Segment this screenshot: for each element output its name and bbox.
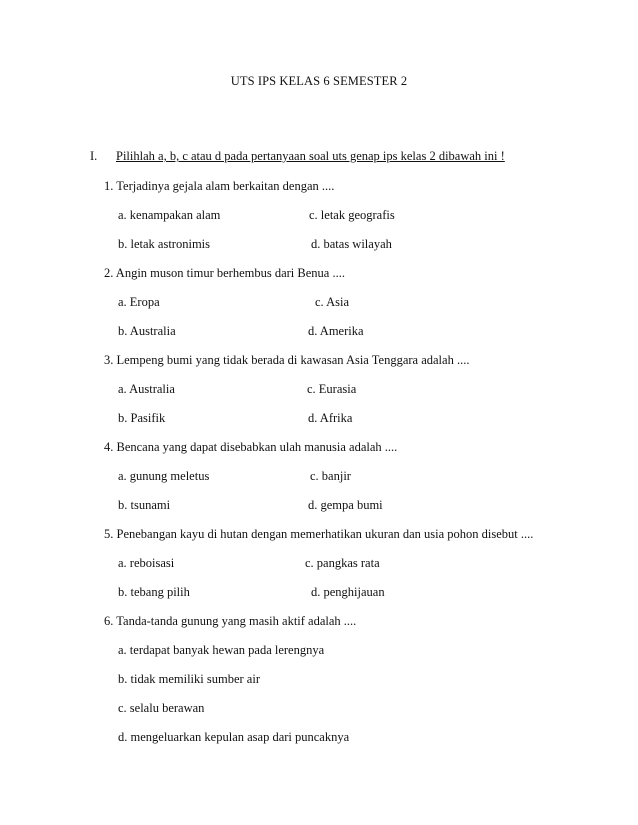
option-5d: d. penghijauan (311, 585, 385, 599)
option-2c: c. Asia (315, 295, 350, 309)
option-6a: a. terdapat banyak hewan pada lerengnya (118, 643, 325, 657)
question-2: 2. Angin muson timur berhembus dari Benua .... (104, 266, 345, 280)
option-5b: b. tebang pilih (118, 585, 190, 599)
question-6: 6. Tanda-tanda gunung yang masih aktif adalah .... (104, 614, 357, 628)
question-5: 5. Penebangan kayu di hutan dengan memerhatikan ukuran dan usia pohon disebut .... (104, 527, 534, 541)
section-number: I. (90, 149, 98, 163)
option-3c: c. Eurasia (307, 382, 357, 396)
option-5c: c. pangkas rata (305, 556, 380, 570)
option-6c: c. selalu berawan (118, 701, 205, 715)
option-3d: d. Afrika (308, 411, 353, 425)
section-heading (90, 149, 505, 164)
option-2a: a. Eropa (118, 295, 160, 309)
option-4a: a. gunung meletus (118, 469, 210, 483)
option-3b: b. Pasifik (118, 411, 166, 425)
option-1a: a. kenampakan alam (118, 208, 221, 222)
option-4c: c. banjir (310, 469, 351, 483)
option-6d: d. mengeluarkan kepulan asap dari puncaknya (118, 730, 350, 744)
option-6b: b. tidak memiliki sumber air (118, 672, 260, 686)
option-2d: d. Amerika (308, 324, 364, 338)
page-title: UTS IPS KELAS 6 SEMESTER 2 (230, 74, 408, 88)
option-1d: d. batas wilayah (311, 237, 392, 251)
option-4b: b. tsunami (118, 498, 171, 512)
option-3a: a. Australia (118, 382, 175, 396)
question-4: 4. Bencana yang dapat disebabkan ulah manusia adalah .... (104, 440, 398, 454)
option-4d: d. gempa bumi (308, 498, 383, 512)
option-2b: b. Australia (118, 324, 176, 338)
option-1b: b. letak astronimis (118, 237, 210, 251)
question-3: 3. Lempeng bumi yang tidak berada di kawasan Asia Tenggara adalah .... (104, 353, 470, 367)
question-1: 1. Terjadinya gejala alam berkaitan dengan .... (104, 179, 335, 193)
section-instruction: Pilihlah a, b, c atau d pada pertanyaan soal uts genap ips kelas 2 dibawah ini ! (116, 149, 505, 163)
option-5a: a. reboisasi (118, 556, 175, 570)
option-1c: c. letak geografis (309, 208, 395, 222)
